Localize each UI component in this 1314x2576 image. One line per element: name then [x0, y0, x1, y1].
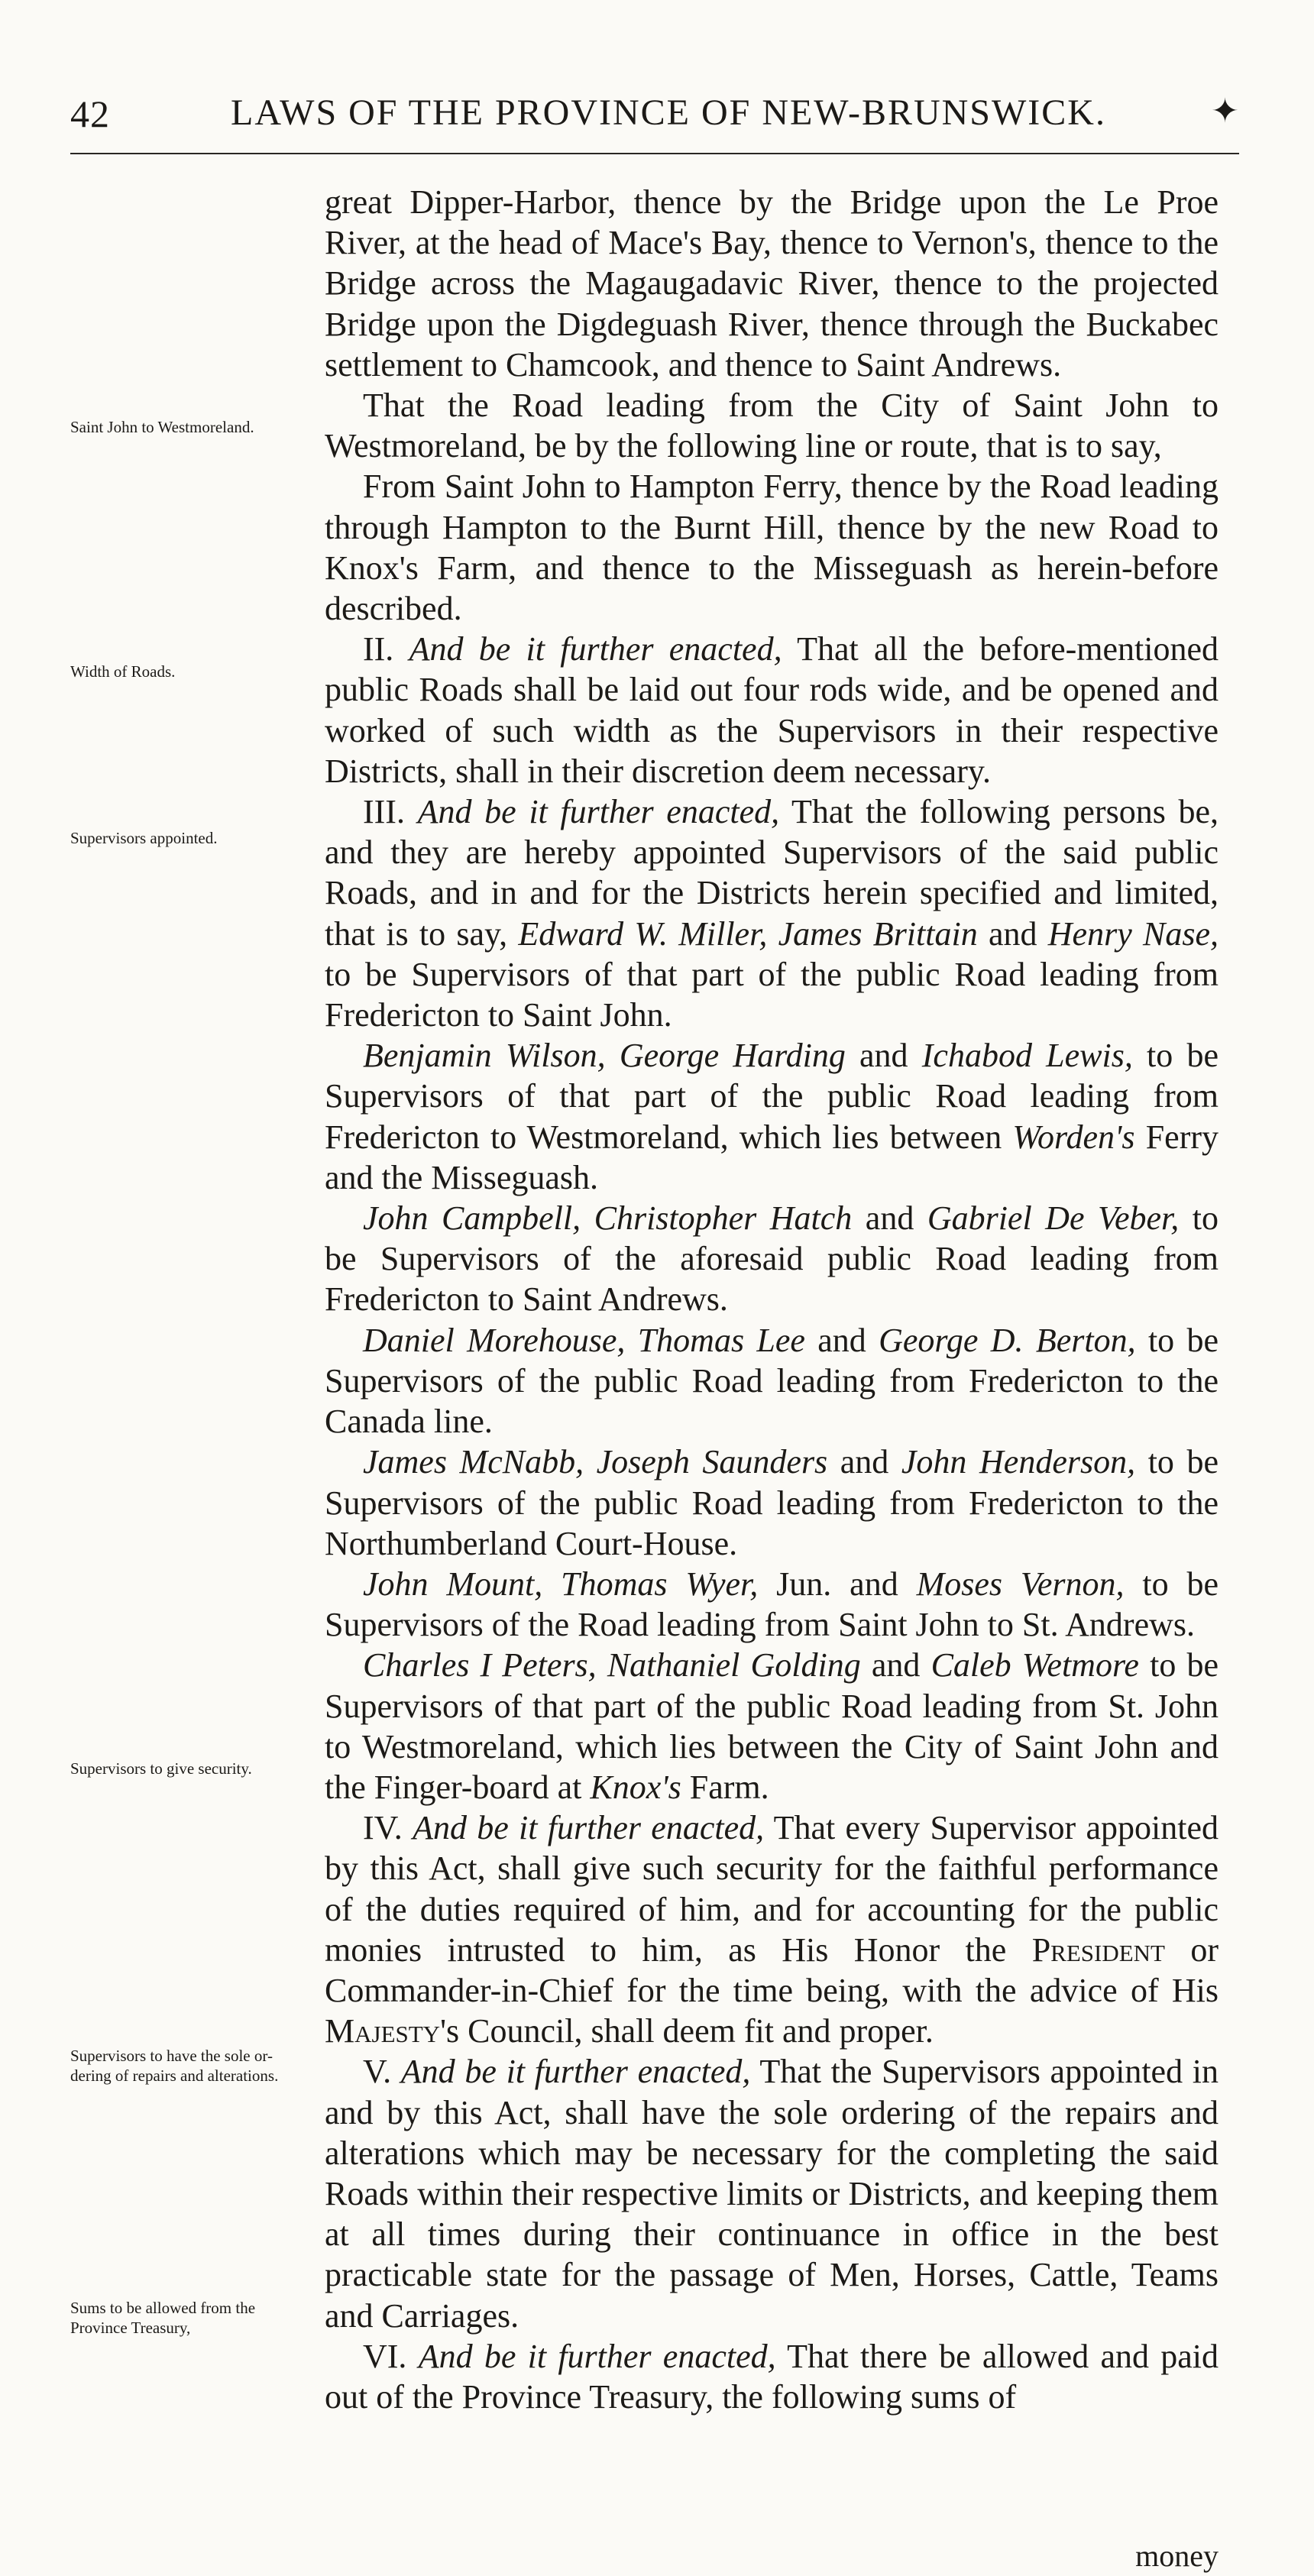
- paragraph: [325, 1645, 1219, 1807]
- clause-text: That the following persons be, and they are hereby appointed Supervisors of the said public Roads, and in and for the Districts herein specified and limited, that is to say,: [325, 793, 1219, 953]
- margin-note-sums-1: Sums to be allowed from the: [70, 2299, 256, 2317]
- conjunction: and: [871, 1646, 921, 1684]
- small-caps-title: Majesty: [325, 2012, 441, 2050]
- supervisor-names: John Mount, Thomas Wyer,: [363, 1565, 759, 1603]
- running-title: LAWS OF THE PROVINCE OF NEW-BRUNSWICK.: [231, 92, 1106, 133]
- clause-text: to be Supervisors of that part of the public Road leading from Fredericton to Westmoreland, which lies between: [325, 1037, 1219, 1156]
- margin-note-saint-john: Saint John to Westmoreland.: [70, 418, 254, 436]
- conjunction: and: [840, 1443, 889, 1481]
- conjunction: Jun. and: [776, 1565, 898, 1603]
- clause-text: to be Supervisors of that part of the public Road leading from Fredericton to Saint John.: [325, 955, 1219, 1034]
- enacting-clause: And be it further enacted,: [400, 2053, 751, 2091]
- clause-text: Ferry and the Misseguash.: [325, 1118, 1219, 1196]
- margin-note-sole-ordering-2: dering of repairs and alterations.: [70, 2066, 279, 2085]
- supervisor-names: Daniel Morehouse, Thomas Lee: [363, 1321, 805, 1359]
- clause-text: to be Supervisors of the Road leading from Saint John to St. Andrews.: [325, 1565, 1219, 1644]
- supervisor-names: Charles I Peters, Nathaniel Golding: [363, 1646, 861, 1684]
- section-number: V.: [363, 2053, 392, 2091]
- paragraph: [325, 2051, 1219, 2335]
- paragraph: [325, 629, 1219, 791]
- paragraph: great Dipper-Harbor, thence by the Bridge upon the Le Proe River, at the head of Mace's Bay, thence to Vernon's, thence to the Bridge across the Magaugadavic River, thence to the projected Bridge upon the Digdeguash River, thence through the Buckabec settlement to Chamcook, and thence to Saint Andrews.: [325, 183, 1219, 383]
- paragraph: [325, 1198, 1219, 1320]
- margin-note-sums-2: Province Treasury,: [70, 2319, 191, 2337]
- margin-note-width-of-roads: Width of Roads.: [70, 662, 176, 681]
- clause-text: That there be allowed and paid out of the Province Treasury, the following sums of: [325, 2337, 1219, 2416]
- clause-text: That the Supervisors appointed in and by this Act, shall have the sole ordering of the repairs and alterations which may be necessary for the completing the said Roads within their respective limits or Districts, and keeping them at all times during their continuance in office in the best practicable state for the passage of Men, Horses, Cattle, Teams and Carriages.: [325, 2053, 1219, 2335]
- paragraph: [325, 1320, 1219, 1442]
- clause-text: to be Supervisors of the public Road leading from Fredericton to the Northumberland Court-House.: [325, 1443, 1219, 1562]
- paragraph: From Saint John to Hampton Ferry, thence by the Road leading through Hampton to the Burnt Hill, thence by the new Road to Knox's Farm, and thence to the Misseguash as herein-before described.: [325, 468, 1219, 628]
- supervisor-name: John Henderson,: [901, 1443, 1136, 1481]
- paragraph: [325, 791, 1219, 1035]
- enacting-clause: And be it further enacted,: [409, 630, 782, 668]
- supervisor-name: Henry Nase,: [1047, 914, 1219, 953]
- clause-text: to be Supervisors of the public Road leading from Fredericton to the Canada line.: [325, 1321, 1219, 1441]
- small-caps-title: President: [1031, 1930, 1165, 1969]
- clause-text: to be Supervisors of the aforesaid public Road leading from Fredericton to Saint Andrews.: [325, 1199, 1219, 1319]
- clause-text: to be Supervisors of that part of the public Road leading from St. John to Westmoreland, which lies between the City of Saint John and the Finger-board at: [325, 1646, 1219, 1806]
- supervisor-name: Caleb Wetmore: [930, 1646, 1139, 1684]
- margin-note-supervisors-appointed: Supervisors appointed.: [70, 829, 218, 847]
- page-header: [70, 92, 1239, 153]
- conjunction: and: [859, 1037, 908, 1075]
- clause-text: That every Supervisor appointed by this Act, shall give such security for the faithful performance of the duties required of him, and for accounting for the public monies intrusted to him, as His Honor the: [325, 1809, 1219, 1969]
- supervisor-names: John Campbell, Christopher Hatch: [363, 1199, 853, 1238]
- page-number: 42: [70, 92, 110, 135]
- section-number: IV.: [363, 1809, 403, 1847]
- enacting-clause: And be it further enacted,: [417, 793, 780, 831]
- header-rule: [70, 153, 1239, 154]
- supervisor-name: George D. Berton,: [879, 1321, 1136, 1359]
- supervisor-names: Benjamin Wilson, George Harding: [363, 1037, 846, 1075]
- section-number: III.: [363, 793, 405, 831]
- paragraph: [325, 2336, 1219, 2417]
- paragraph: [325, 1807, 1219, 2051]
- conjunction: and: [865, 1199, 914, 1238]
- conjunction: and: [817, 1321, 866, 1359]
- place-name: Knox's: [590, 1768, 681, 1806]
- clause-text: 's Council, shall deem fit and proper.: [440, 2012, 934, 2050]
- body-text: [325, 182, 1219, 2573]
- clause-text: That all the before-mentioned public Roads shall be laid out four rods wide, and be opened and worked of such width as the Supervisors in their respective Districts, shall in their discretion deem necessary.: [325, 630, 1219, 790]
- paragraph: [325, 1564, 1219, 1645]
- supervisor-names: James McNabb, Joseph Saunders: [363, 1443, 828, 1481]
- supervisor-name: Ichabod Lewis,: [921, 1037, 1133, 1075]
- ornament-icon: ✦: [1211, 92, 1239, 130]
- conjunction: and: [988, 914, 1037, 953]
- paragraph: [325, 1442, 1219, 1564]
- supervisor-name: Moses Vernon,: [916, 1565, 1125, 1603]
- clause-text: Farm.: [689, 1768, 769, 1806]
- enacting-clause: And be it further enacted,: [418, 2337, 776, 2375]
- paragraph: [325, 1035, 1219, 1198]
- catchword: money: [1135, 2539, 1219, 2573]
- paragraph: That the Road leading from the City of Saint John to Westmoreland, be by the following line or route, that is to say,: [325, 387, 1219, 465]
- supervisor-names: Edward W. Miller, James Brittain: [518, 914, 978, 953]
- supervisor-name: Gabriel De Veber,: [927, 1199, 1180, 1238]
- section-number: II.: [363, 630, 394, 668]
- margin-note-sole-ordering-1: Supervisors to have the sole or-: [70, 2047, 273, 2065]
- enacting-clause: And be it further enacted,: [413, 1809, 765, 1847]
- section-number: VI.: [363, 2337, 407, 2375]
- clause-text: or Commander-in-Chief for the time being, with the advice of His: [325, 1930, 1219, 2009]
- margin-note-supervisors-security: Supervisors to give security.: [70, 1759, 252, 1778]
- place-name: Worden's: [1012, 1118, 1135, 1156]
